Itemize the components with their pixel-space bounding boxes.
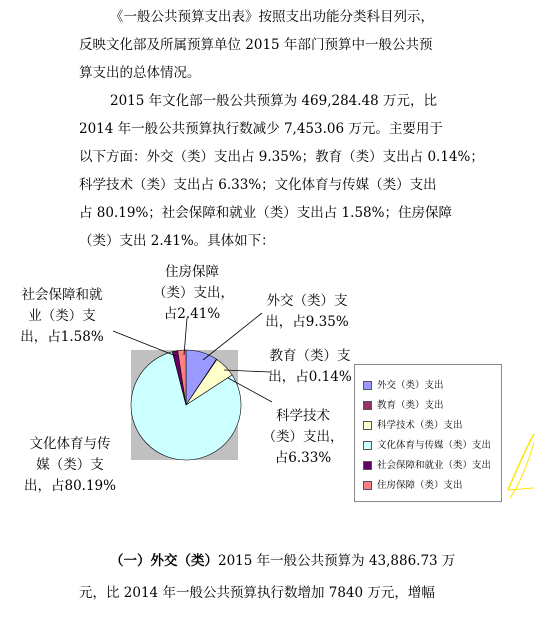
para3-line1 [110,551,455,571]
para1-line3: 算支出的总体情况。 [79,65,201,81]
section-heading: （一）外交（类） [110,553,218,569]
para2-line2: 2014 年一般公共预算执行数减少 7,453.06 万元。主要用于 [79,121,443,137]
legend-swatch [363,481,372,490]
para2-line1: 2015 年文化部一般公共预算为 469,284.48 万元，比 [110,93,438,109]
data-label-zhufang [153,262,234,325]
data-label-text: 外交（类）支 [266,293,348,309]
para2-line3: 以下方面：外交（类）支出占 9.35%；教育（类）支出占 0.14%； [79,149,484,165]
data-label-text: 占2.41% [163,306,221,322]
legend-swatch [363,401,372,410]
data-label-waijiao [257,291,357,333]
para2-line6: （类）支出 2.41%。具体如下： [79,233,275,249]
para1-line1: 《一般公共预算支出表》按照支出功能分类科目列示， [110,9,434,25]
para3-line2: 元，比 2014 年一般公共预算执行数增加 7840 万元，增幅 [79,585,435,601]
data-label-text: 教育（类）支 [269,348,351,364]
data-label-text: 出，占80.19% [24,478,116,494]
para1-line2: 反映文化部及所属预算单位 2015 年部门预算中一般公共预 [79,37,433,53]
data-label-text: 社会保障和就 [21,287,103,303]
legend-label: 住房保障（类）支出 [377,480,463,491]
data-label-wenhua [10,434,130,497]
para2-line4: 科学技术（类）支出占 6.33%；文化体育与传媒（类）支出 [79,177,437,193]
data-label-text: （类）支出， [153,285,234,301]
legend-label: 文化体育与传媒（类）支出 [377,440,492,451]
data-label-text: 占6.33% [274,450,332,466]
legend-label: 社会保障和就业（类）支出 [377,460,492,471]
data-label-jiaoyu [260,346,360,388]
data-label-text: 文化体育与传 [29,436,111,452]
data-label-text: （类）支出， [262,429,344,445]
legend-swatch [363,461,372,470]
data-label-text: 出，占0.14% [268,369,352,385]
data-label-keji [262,406,344,469]
data-label-text: 业（类）支 [28,308,96,324]
legend-label: 外交（类）支出 [377,380,444,391]
data-label-text: 媒（类）支 [36,457,104,473]
edge-decoration [506,432,536,512]
chart-legend [354,364,502,502]
data-label-text: 出，占9.35% [265,314,349,330]
para2-line5: 占 80.19%；社会保障和就业（类）支出占 1.58%；住房保障 [79,205,452,221]
data-label-text: 出，占1.58% [20,329,104,345]
para3-text: 2015 年一般公共预算为 43,886.73 万 [218,553,456,569]
legend-label: 教育（类）支出 [377,400,444,411]
legend-label: 科学技术（类）支出 [377,420,463,431]
data-label-text: 住房保障 [165,264,219,280]
chart-plot-area [131,350,238,460]
data-label-shehui [12,285,112,348]
legend-swatch [363,441,372,450]
legend-swatch [363,381,372,390]
data-label-text: 科学技术 [276,408,330,424]
legend-swatch [363,421,372,430]
